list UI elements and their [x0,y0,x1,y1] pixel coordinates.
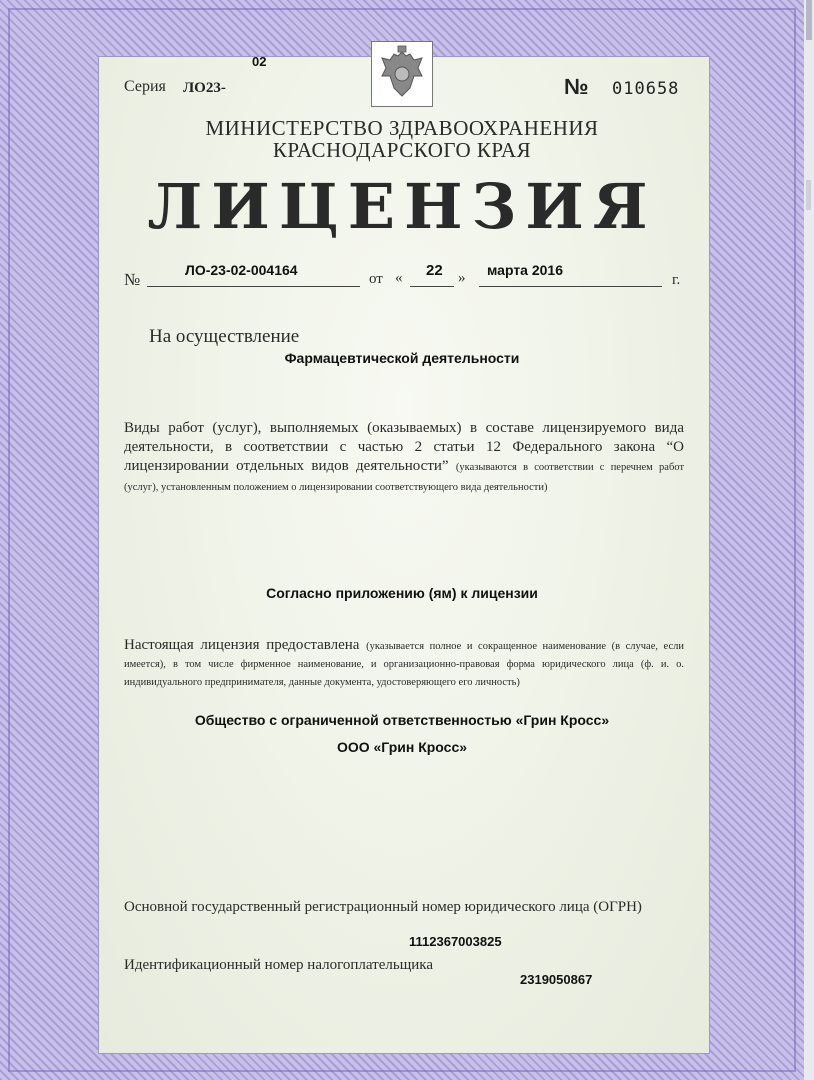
scan-artifact [806,180,811,210]
document-title: ЛИЦЕНЗИЯ [147,170,657,243]
granted-note: (указывается полное и сокращенное наименование (в случае, если имеется), в том числе фирменное наименование, и организационно-правовая форма юридического лица (ф. и. о. индивидуального предпринимателя, данные документа, удостоверяющего его личность) [124,641,684,688]
works-note: (указываются в соответствии с перечнем работ (услуг), установленным положением о лицензировании соответствующего вида деятельности) [124,462,684,493]
form-number-sign: № [564,74,589,99]
activity-type: Фармацевтической деятельности [284,350,520,366]
organization-full-name: Общество с ограниченной ответственностью «Грин Кросс» [194,712,610,728]
issuer-line-1: МИНИСТЕРСТВО ЗДРАВООХРАНЕНИЯ [205,116,599,140]
scan-margin [804,0,814,1080]
license-number: ЛО-23-02-004164 [185,262,298,278]
inn-label: Идентификационный номер налогоплательщика [124,957,434,973]
granted-description [124,637,684,691]
license-day: 22 [426,262,443,279]
form-number: 010658 [612,79,680,99]
series-code: ЛО23- [183,80,226,96]
inn-value: 2319050867 [520,972,593,987]
series-sub-code: 02 [252,54,267,69]
day-underline [410,286,454,287]
license-month-year: марта 2016 [487,262,564,278]
granted-main-text: Настоящая лицензия предоставлена [124,637,360,653]
series-label: Серия [124,78,166,95]
month-year-underline [479,286,662,287]
coat-of-arms-emblem [371,41,433,107]
works-main-text: Виды работ (услуг), выполняемых (оказываемых) в составе лицензируемого вида деятельности, в соответствии с частью 2 статьи 12 Федерального закона “О лицензировании отдельных видов деятельности” [124,420,684,474]
quote-open: « [395,270,403,286]
ogrn-label: Основной государственный регистрационный номер юридического лица (ОГРН) [124,899,642,915]
ogrn-value: 1112367003825 [409,934,502,949]
license-number-underline [147,286,360,287]
quote-close: » [458,270,466,286]
issuer-line-2: КРАСНОДАРСКОГО КРАЯ [272,138,532,162]
purpose-label: На осуществление [149,326,300,347]
year-suffix: г. [672,272,681,288]
date-prefix: от [369,271,383,287]
works-description [124,419,684,497]
works-value: Согласно приложению (ям) к лицензии [266,585,538,601]
scan-artifact [806,0,812,40]
license-number-label: № [124,270,141,289]
organization-short-name: ООО «Грин Кросс» [336,739,468,755]
